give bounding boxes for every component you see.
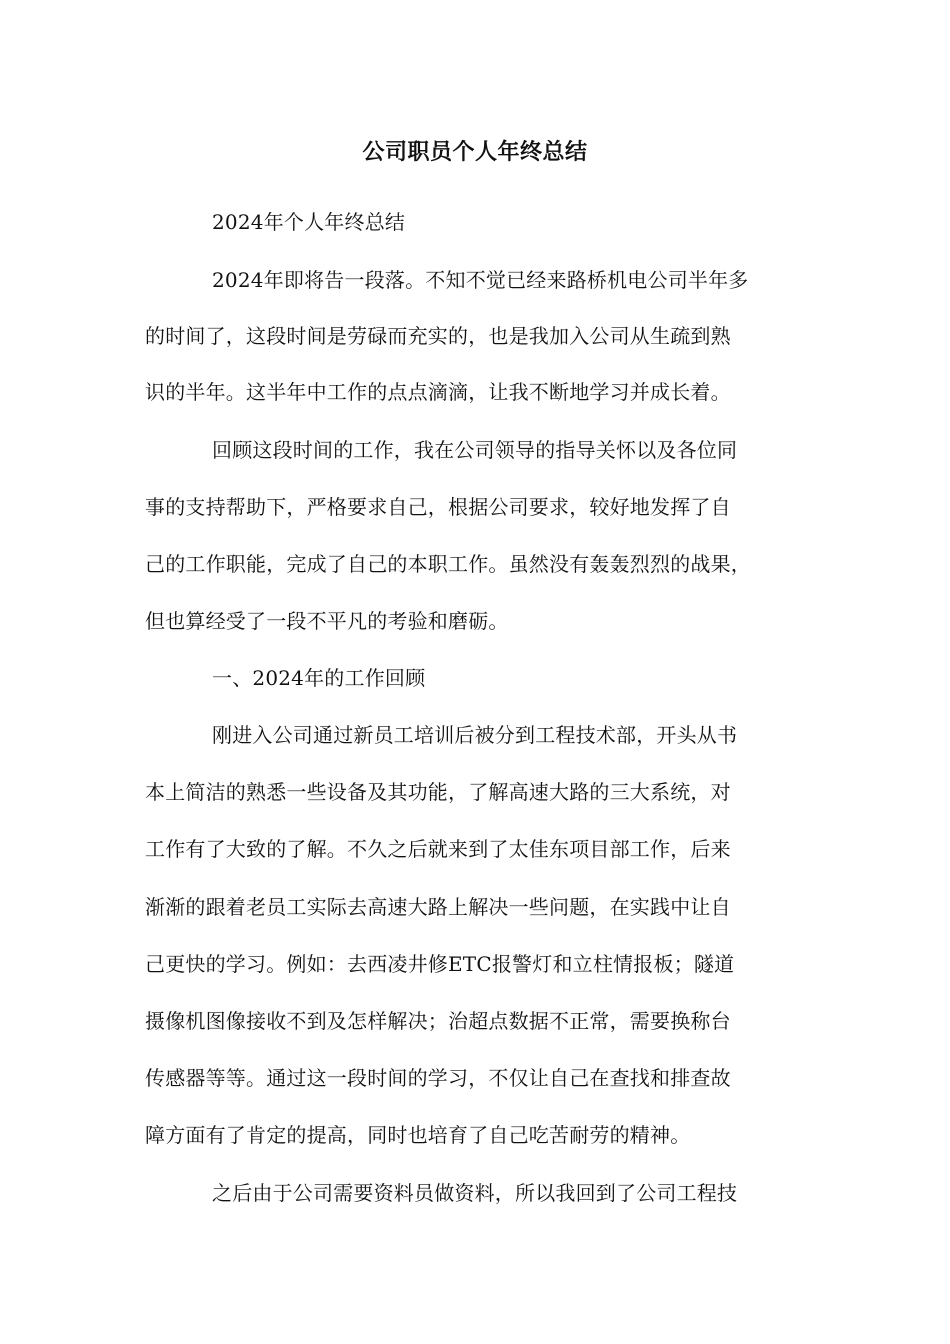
- text-line: 工作有了大致的了解。不久之后就来到了太佳东项目部工作，后来: [145, 837, 731, 861]
- text-line: 本上简洁的熟悉一些设备及其功能，了解高速大路的三大系统，对: [145, 780, 731, 804]
- text-line: 事的支持帮助下，严格要求自己，根据公司要求，较好地发挥了自: [145, 495, 731, 519]
- text-line: 回顾这段时间的工作，我在公司领导的指导关怀以及各位同: [212, 438, 738, 462]
- text-line: 一、2024年的工作回顾: [212, 666, 426, 690]
- text-line: 传感器等等。通过这一段时间的学习，不仅让自己在查找和排查故: [145, 1066, 731, 1090]
- text-line: 己更快的学习。例如：去西凌井修ETC报警灯和立柱情报板；隧道: [145, 952, 735, 976]
- text-line: 己的工作职能，完成了自己的本职工作。虽然没有轰轰烈烈的战果，: [145, 552, 751, 576]
- text-line: 的时间了，这段时间是劳碌而充实的，也是我加入公司从生疏到熟: [145, 324, 731, 348]
- text-line: 2024年即将告一段落。不知不觉已经来路桥机电公司半年多: [212, 268, 749, 292]
- text-line: 摄像机图像接收不到及怎样解决；治超点数据不正常，需要换称台: [145, 1009, 731, 1033]
- text-line: 之后由于公司需要资料员做资料，所以我回到了公司工程技: [212, 1181, 738, 1205]
- document-title: 公司职员个人年终总结: [362, 139, 588, 165]
- text-line: 但也算经受了一段不平凡的考验和磨砺。: [145, 609, 509, 633]
- text-line: 渐渐的跟着老员工实际去高速大路上解决一些问题，在实践中让自: [145, 895, 731, 919]
- text-line: 识的半年。这半年中工作的点点滴滴，让我不断地学习并成长着。: [145, 380, 731, 404]
- text-line: 2024年个人年终总结: [212, 210, 406, 234]
- text-line: 障方面有了肯定的提高，同时也培育了自己吃苦耐劳的精神。: [145, 1123, 691, 1147]
- text-line: 刚进入公司通过新员工培训后被分到工程技术部，开头从书: [212, 723, 738, 747]
